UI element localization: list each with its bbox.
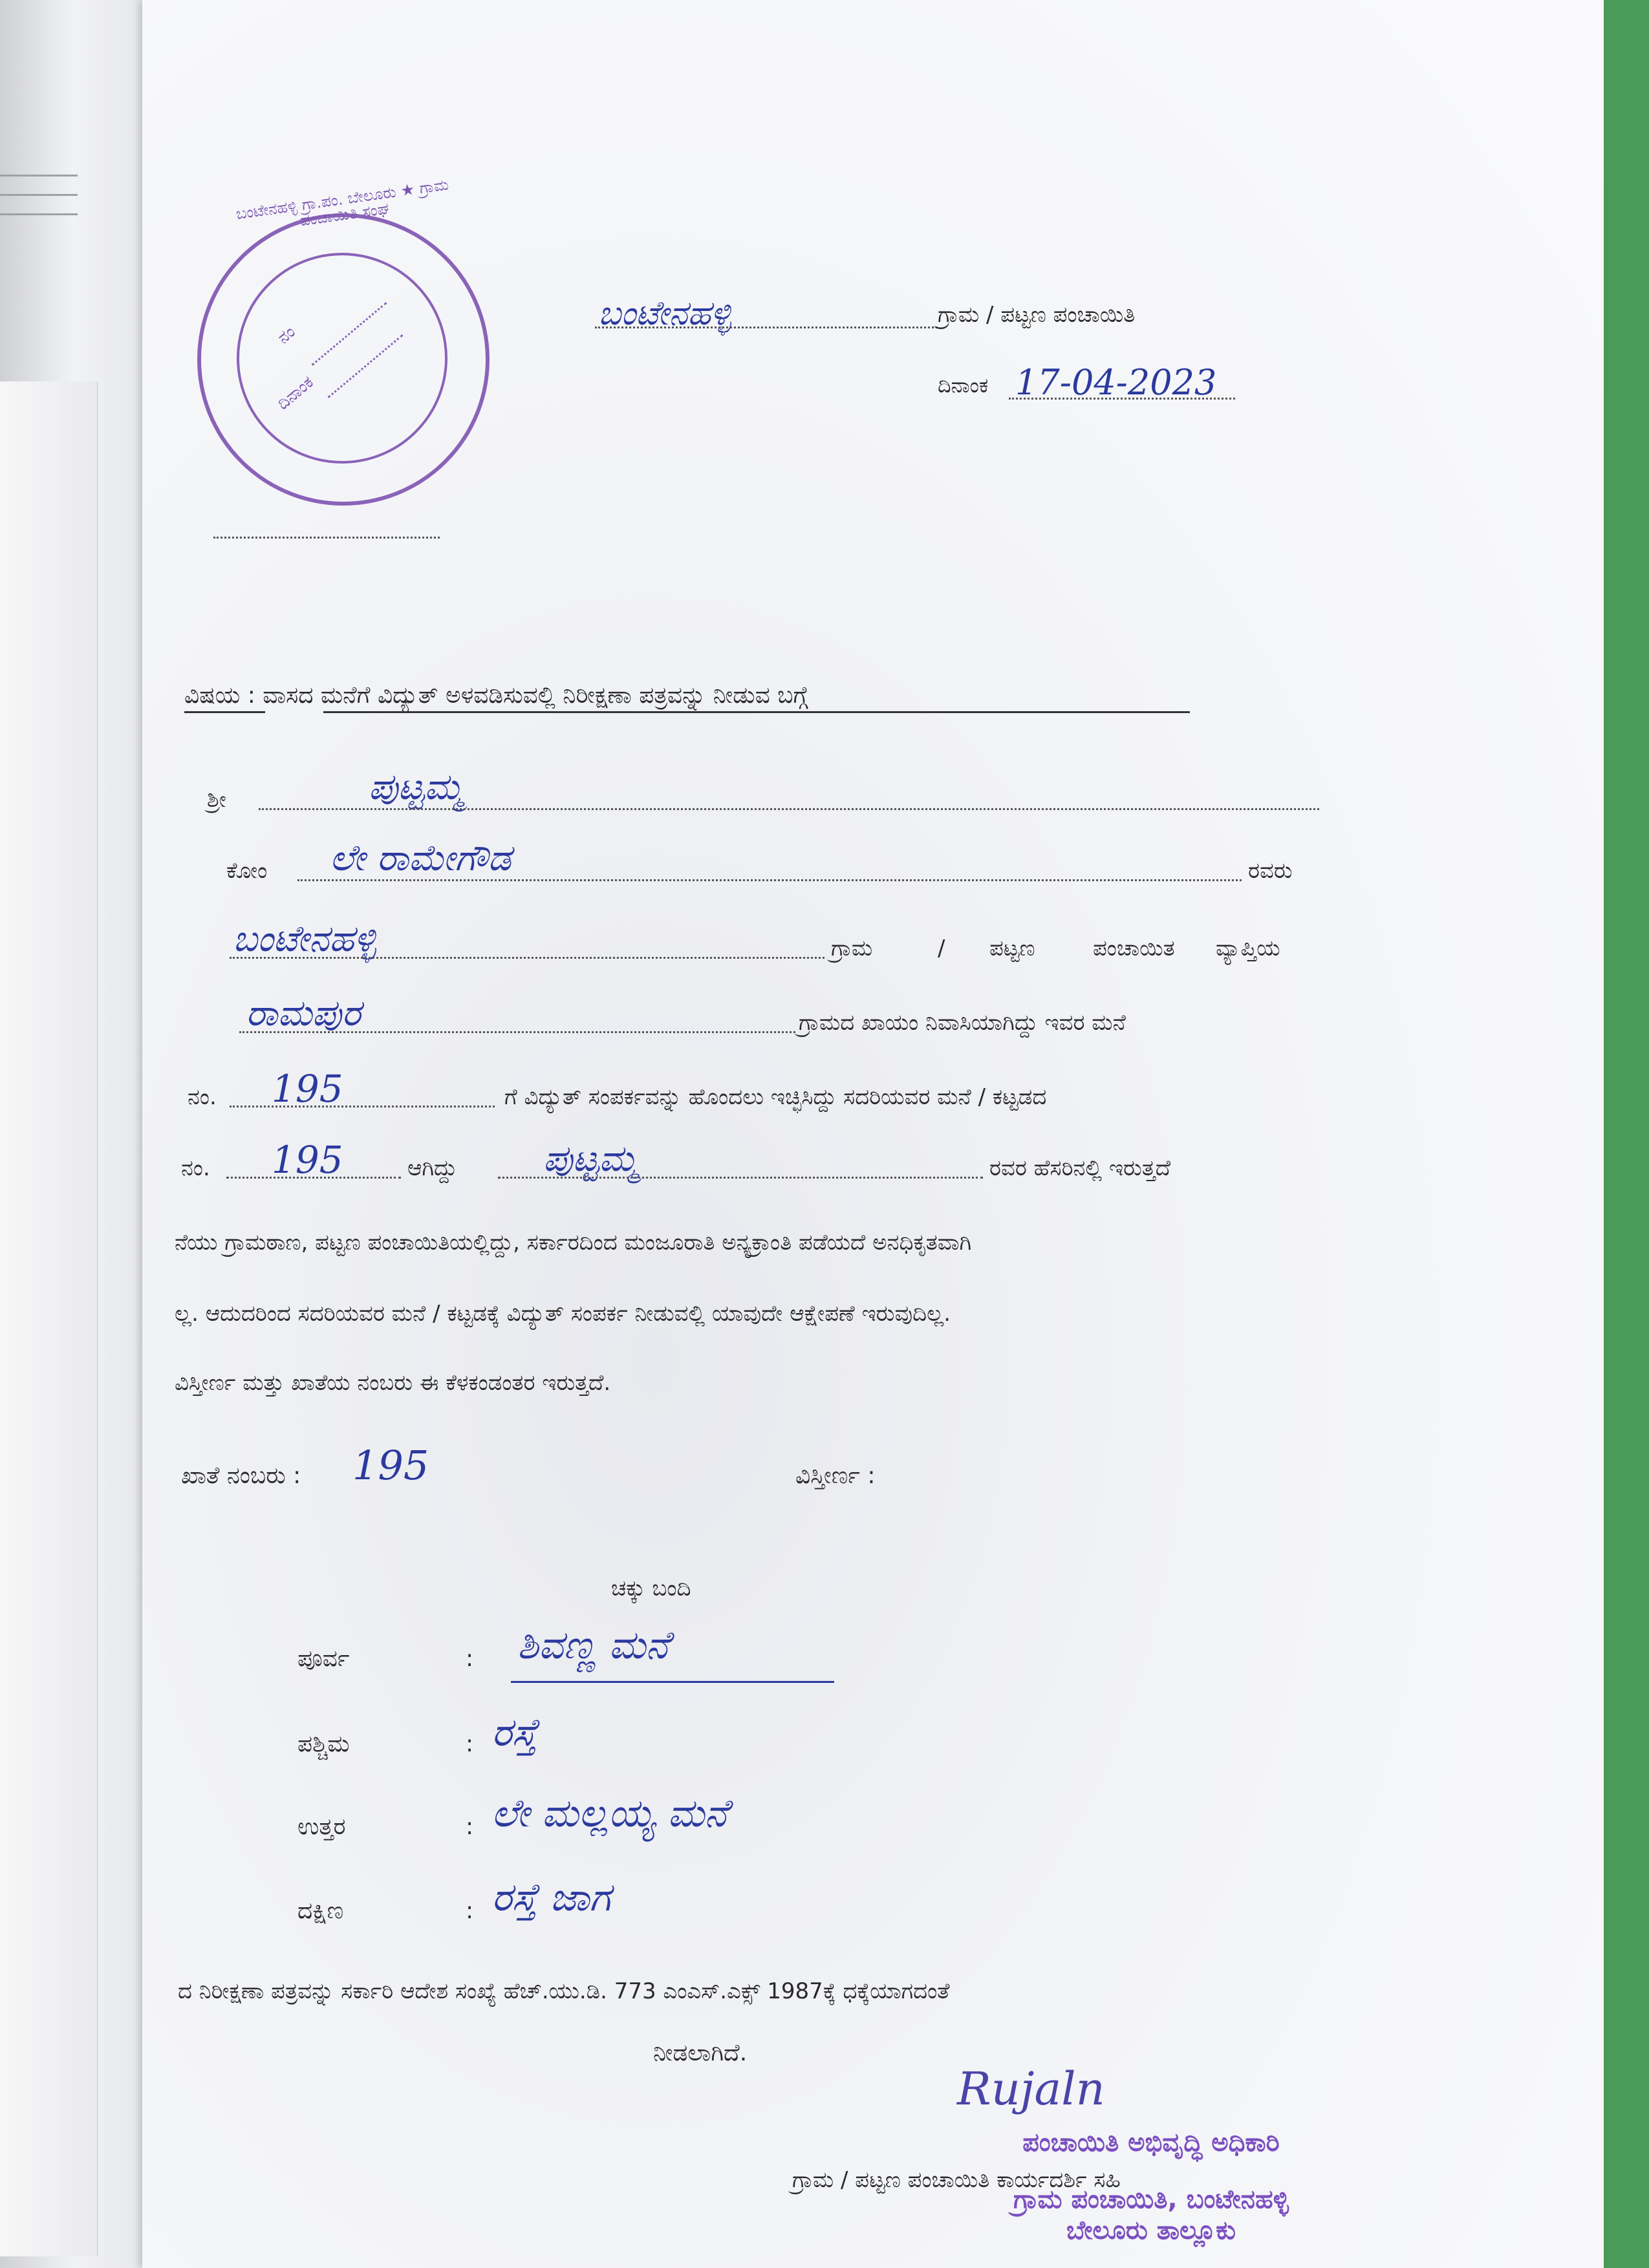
- khata-value: 195: [352, 1442, 429, 1489]
- office-stamp: [197, 175, 490, 506]
- south-colon: :: [466, 1898, 474, 1924]
- shri-line: [259, 808, 1319, 810]
- west-value: ರಸ್ತೆ: [491, 1710, 538, 1755]
- kom-label: ಕೋಂ: [226, 858, 268, 884]
- village-suffix-gram: ಗ್ರಾಮ: [831, 936, 873, 961]
- house-no-line: [230, 1106, 495, 1107]
- north-colon: :: [466, 1813, 474, 1840]
- seal-line-1: ಪಂಚಾಯಿತಿ ಅಭಿವೃದ್ಧಿ ಅಧಿಕಾರಿ: [1022, 2128, 1280, 2157]
- stamp-no-label: ನಂ: [274, 322, 299, 348]
- body-line-2: ಲ್ಲ. ಆದುದರಿಂದ ಸದರಿಯವರ ಮನೆ / ಕಟ್ಟಡಕ್ಕೆ ವಿದ್ಯುತ್ ಸಂಪರ್ಕ ನೀಡುವಲ್ಲಿ ಯಾವುದೇ ಆಕ್ಷೇಪಣೆ ಇರುವುದಿಲ್ಲ.: [175, 1301, 951, 1327]
- officer-signature: Rujaln: [957, 2062, 1105, 2115]
- agiddu-label: ಆಗಿದ್ದು: [407, 1155, 457, 1181]
- closing-line-2: ನೀಡಲಾಗಿದೆ.: [653, 2040, 748, 2066]
- stamp-inner-ring: [237, 253, 447, 464]
- east-value: ಶಿವಣ್ಣ ಮನೆ: [517, 1623, 669, 1668]
- village-suffix-panchayita: ಪಂಚಾಯಿತ: [1093, 936, 1175, 961]
- village-suffix-vyapti: ವ್ಯಾಪ್ತಿಯ: [1216, 936, 1280, 961]
- body-line-3: ವಿಸ್ತೀರ್ಣ ಮತ್ತು ಖಾತೆಯ ನಂಬರು ಈ ಕೆಳಕಂಡಂತರ ಇರುತ್ತದೆ.: [175, 1370, 611, 1396]
- boundaries-title: ಚಕ್ಕು ಬಂದಿ: [611, 1576, 691, 1601]
- place-suffix: ಗ್ರಾಮದ ಖಾಯಂ ನಿವಾಸಿಯಾಗಿದ್ದು ಇವರ ಮನೆ: [799, 1010, 1126, 1036]
- stamp-reference-line: [213, 537, 440, 539]
- background-edge: [1597, 0, 1649, 2268]
- seal-line-3: ಬೇಲೂರು ತಾಲ್ಲೂಕು: [1066, 2216, 1236, 2245]
- binder-line: [0, 175, 78, 177]
- panchayat-label: ಗ್ರಾಮ / ಪಟ್ಟಣ ಪಂಚಾಯಿತಿ: [938, 302, 1136, 328]
- kom-line: [297, 879, 1242, 881]
- village-value: ಬಂಟೇನಹಳ್ಳಿ: [233, 918, 376, 960]
- body-line-1: ನೆಯು ಗ್ರಾಮಠಾಣ, ಪಟ್ಟಣ ಪಂಚಾಯಿತಿಯಲ್ಲಿದ್ದು, ಸರ್ಕಾರದಿಂದ ಮಂಜೂರಾತಿ ಅನ್ಯಕ್ರಾಂತಿ ಪಡೆಯದೆ ಅನಧಿಕೃತವಾಗಿ: [175, 1230, 972, 1256]
- owner-line: [498, 1177, 983, 1179]
- house-no-label-2: ನಂ.: [181, 1155, 210, 1181]
- east-colon: :: [466, 1645, 474, 1672]
- shri-value: ಪುಟ್ಟಮ್ಮ: [369, 766, 464, 808]
- north-value: ಲೇ ಮಲ್ಲಯ್ಯ ಮನೆ: [491, 1791, 728, 1836]
- stamp-date-label: ದಿನಾಂಕ: [273, 372, 318, 414]
- binder-line: [0, 213, 78, 215]
- owner-suffix: ರವರ ಹೆಸರಿನಲ್ಲಿ ಇರುತ್ತದೆ: [989, 1155, 1171, 1181]
- village-suffix-slash: /: [938, 936, 945, 961]
- south-label: ದಕ್ಷಿಣ: [297, 1898, 344, 1924]
- kom-value: ಲೇ ರಾಮೇಗೌಡ: [330, 837, 512, 879]
- village-line: [230, 957, 824, 959]
- stamp-ring-text: ಬಂಟೇನಹಳ್ಳಿ ಗ್ರಾ.ಪಂ. ಬೇಲೂರು ★ ಗ್ರಾಮ ಪಂಚಾಯಿತಿ ಸಂಘ: [235, 175, 450, 230]
- house-no-suffix: ಗೆ ವಿದ್ಯುತ್ ಸಂಪರ್ಕವನ್ನು ಹೊಂದಲು ಇಚ್ಛಿಸಿದ್ದು ಸದರಿಯವರ ಮನೆ / ಕಟ್ಟಡದ: [504, 1084, 1047, 1110]
- village-suffix-pattana: ಪಟ್ಟಣ: [989, 936, 1035, 961]
- stamp-date-line: [328, 334, 404, 398]
- seal-line-2: ಗ್ರಾಮ ಪಂಚಾಯಿತಿ, ಬಂಟೇನಹಳ್ಳಿ: [1013, 2185, 1289, 2214]
- place-value: ರಾಮಪುರ: [246, 992, 361, 1034]
- west-label: ಪಶ್ಚಿಮ: [297, 1731, 350, 1757]
- house-no-value: 195: [272, 1067, 343, 1111]
- shri-label: ಶ್ರೀ: [207, 787, 226, 813]
- closing-line-1: ದ ನಿರೀಕ್ಷಣಾ ಪತ್ರವನ್ನು ಸರ್ಕಾರಿ ಆದೇಶ ಸಂಖ್ಯೆ ಹೆಚ್.ಯು.ಡಿ. 773 ಎಂಎಸ್.ಎಕ್ಸ್ 1987ಕ್ಕೆ ಧಕ್ಕೆಯಾಗದಂತೆ: [178, 1978, 950, 2004]
- ravaru-label: ರವರು: [1248, 858, 1293, 884]
- secretary-role-label: ಗ್ರಾಮ / ಪಟ್ಟಣ ಪಂಚಾಯಿತಿ ಕಾರ್ಯದರ್ಶಿ ಸಹಿ: [792, 2167, 1121, 2193]
- binder-left: [0, 0, 163, 2268]
- khata-label: ಖಾತೆ ನಂಬರು :: [181, 1462, 301, 1489]
- binder-tab: [0, 381, 98, 2256]
- house-no-label: ನಂ.: [188, 1084, 217, 1110]
- date-label: ದಿನಾಂಕ: [938, 373, 989, 398]
- east-underline: [511, 1681, 834, 1683]
- subject-underline-2: [323, 711, 1190, 713]
- date-value: 17-04-2023: [1015, 362, 1217, 403]
- west-colon: :: [466, 1731, 474, 1757]
- designation-seal: [899, 2082, 1403, 2246]
- south-value: ರಸ್ತೆ ಜಾಗ: [491, 1875, 611, 1920]
- subject-underline: [184, 711, 265, 713]
- east-label: ಪೂರ್ವ: [297, 1645, 350, 1672]
- date-line: [1009, 398, 1235, 400]
- owner-value: ಪುಟ್ಟಮ್ಮ: [543, 1138, 639, 1180]
- place-line: [239, 1031, 795, 1033]
- panchayat-name: ಬಂಟೇನಹಳ್ಳಿ: [598, 294, 731, 333]
- house-no-line-2: [226, 1177, 401, 1179]
- subject-line: ವಿಷಯ : ವಾಸದ ಮನೆಗೆ ವಿದ್ಯುತ್ ಅಳವಡಿಸುವಲ್ಲಿ ನಿರೀಕ್ಷಣಾ ಪತ್ರವನ್ನು ನೀಡುವ ಬಗ್ಗೆ: [184, 682, 808, 709]
- area-label: ವಿಸ್ತೀರ್ಣ :: [795, 1462, 876, 1489]
- north-label: ಉತ್ತರ: [297, 1813, 346, 1840]
- panchayat-name-line: [595, 326, 938, 328]
- binder-line: [0, 194, 78, 196]
- house-no-value-2: 195: [272, 1138, 343, 1182]
